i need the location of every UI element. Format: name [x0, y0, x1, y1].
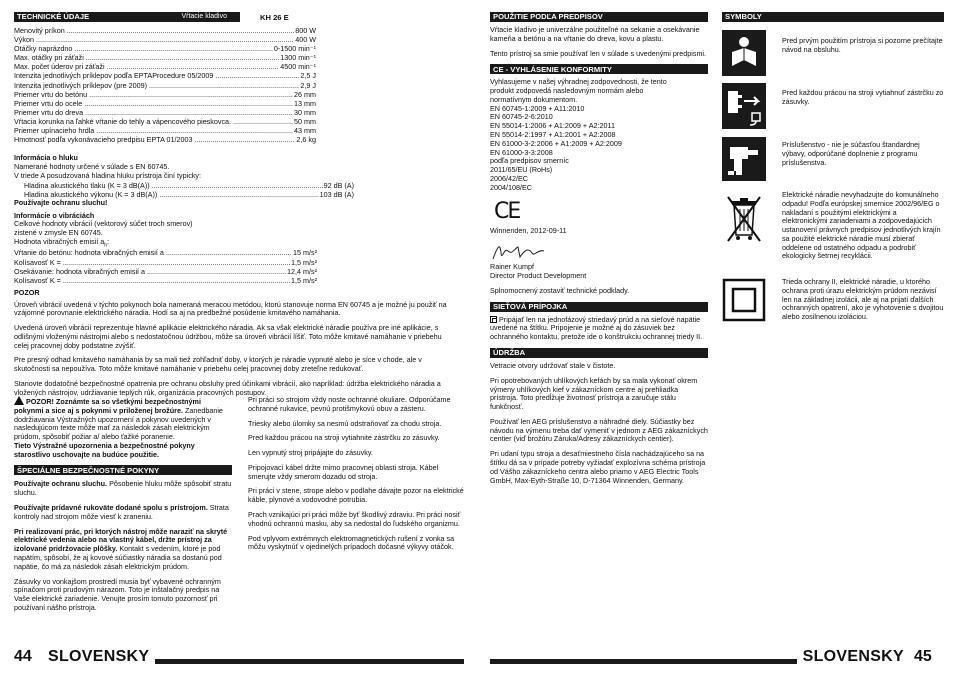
- left-footer-language: SLOVENSKY: [48, 648, 150, 666]
- safety-paragraph: Len vypnutý stroj pripájajte do zásuvky.: [248, 448, 373, 458]
- ce-line: Vyhlasujeme v našej výhradnej zodpovednosti, že tento: [490, 77, 667, 87]
- tech-data-subtitle: Vŕtacie kladivo: [181, 12, 227, 20]
- tech-data-table: [14, 26, 316, 144]
- ce-line: produkt zodpovedá nasledovným normám alebo: [490, 86, 644, 96]
- noise-section: [14, 154, 354, 207]
- pozor-p1: Úroveň vibrácií uvedená v týchto pokynoch bola nameraná meracou metódou, ktorú stanovuje norma EN 60745 a je možné ju použiť na vzájomné porovnanie elektrického náradia. Hodí sa aj na predbežné posúdenie kmitavého namáhania.: [14, 299, 447, 318]
- weee-bin-icon: [722, 191, 766, 248]
- tech-row-value: 50 mm: [294, 116, 316, 126]
- maintenance-paras: [490, 362, 708, 485]
- tech-row-value: 13 mm: [294, 98, 316, 108]
- tech-row: [14, 90, 316, 99]
- ce-place-date: Winnenden, 2012-09-11: [490, 225, 567, 235]
- tech-row: [14, 81, 316, 90]
- warning-triangle-icon: [14, 396, 24, 405]
- tech-row-value: 26 mm: [294, 89, 316, 99]
- tech-row: [14, 135, 316, 144]
- tech-row-label: Priemer vrtu do betónu .....: [14, 90, 293, 99]
- tech-row: [14, 35, 316, 44]
- ce-title: CE - VYHLÁSENIE KONFORMITY: [493, 64, 612, 74]
- tech-row: [14, 71, 316, 80]
- maintenance-header: [490, 348, 708, 358]
- ce-header: [490, 64, 708, 74]
- vib-line-1: Celkové hodnoty vibrácií (vektorový súčet troch smerov): [14, 219, 193, 229]
- tech-row-value: 4500 min⁻¹: [280, 62, 316, 72]
- pozor-section: [14, 289, 454, 398]
- tech-row: [14, 62, 316, 71]
- vib-row-label: Osekávanie: hodnota vibračných emisií a .....: [14, 267, 286, 276]
- vib-row-label: Kolísavosť K = .....: [14, 258, 290, 267]
- safety-paragraph: Pred každou prácou na stroji vytiahnite zástrčku zo zásuvky.: [248, 433, 440, 443]
- ce-mark-icon: CE: [494, 198, 520, 224]
- accessory-icon: [722, 137, 766, 184]
- tech-row-label: Priemer vrtu do dreva .....: [14, 108, 293, 117]
- special-p4: Zásuvky vo vonkajšom prostredí musia byť vybavené ochranným spínačom proti prudovým nárazom. Toto je inštalačný predpis na Vaše elektrické zariadenie. Venujte prosím tomuto pozornosť pri používaní nášho prístroja.: [14, 576, 221, 612]
- tech-row-label: Menovitý príkon .....: [14, 26, 294, 35]
- tech-row-value: 2,9 J: [300, 80, 316, 90]
- ce-line: EN 55014-2:1997 + A1:2001 + A2:2008: [490, 130, 616, 140]
- pozor-title: POZOR: [14, 287, 40, 297]
- symbol-text-5: Trieda ochrany II, elektrické náradie, u ktorého ochrana proti úrazu elektrickým prúdom nezávisí len na základnej izolácii, ale aj na prijatí ďalších ochranných opatrení, ako je vyhotovenie s dvojitou alebo zosilnenou izoláciou.: [782, 277, 944, 322]
- right-footer-bar: [490, 659, 797, 664]
- safety-paragraph: Prach vznikajúci pri práci môže byť škodlivý zdraviu. Pri práci nosiť vhodnú ochrannú masku, aby sa nedostal do ľudského organizmu.: [248, 510, 461, 528]
- noise-use: Používajte ochranu sluchu!: [14, 197, 108, 207]
- noise-row-label: Hladina akustického tlaku (K = 3 dB(A)) .....: [24, 181, 323, 190]
- vib-title: Informácie o vibráciách: [14, 210, 95, 220]
- ce-line: EN 60745-1:2009 + A11:2010: [490, 103, 585, 113]
- vib-line-3: Hodnota vibračných emisií $a_h$:: [14, 236, 110, 249]
- tech-row-label: Intenzita jednotlivých príklepov podľa EPTAProcedure 05/2009 .....: [14, 71, 299, 80]
- special-p1: Používajte ochranu sluchu. Pôsobenie hluku môže spôsobiť stratu sluchu.: [14, 479, 232, 498]
- symbols-title: SYMBOLY: [725, 12, 762, 22]
- vibration-section: [14, 212, 317, 285]
- tech-row-label: Výkon .....: [14, 35, 294, 44]
- warning-block: [14, 396, 232, 459]
- socket-header: [490, 302, 708, 312]
- tech-row-value: 400 W: [295, 35, 316, 45]
- warning-rest: Zanedbanie dodržiavania Výstražných upozornení a pokynov uvedených v nasledujúcom texte môže mať za následok zásah elektrickým prúdom, spôsobiť požiar a/ alebo ťažké poranenie.: [14, 405, 223, 442]
- tech-row-label: Max. počet úderov pri záťaži .....: [14, 62, 279, 71]
- tech-row: [14, 44, 316, 53]
- special-safety-title: ŠPECIÁLNE BEZPEČNOSTNÉ POKYNY: [17, 465, 160, 475]
- tech-row-value: 800 W: [295, 26, 316, 35]
- ce-line: podľa predpisov smerníc: [490, 156, 569, 166]
- right-column-1: [490, 12, 708, 491]
- noise-row: [24, 181, 354, 190]
- symbols-column: [722, 12, 944, 22]
- tech-row-label: Priemer vrtu do ocele .....: [14, 99, 293, 108]
- ce-line: EN 61000-3-3:2008: [490, 147, 553, 157]
- vib-row-value: 15 m/s²: [293, 248, 317, 258]
- usage-p1: Vŕtacie kladivo je univerzálne použiteľné na sekanie a osekávanie kameňa a betónu a na vŕtanie do dreva, kovu a plastu.: [490, 25, 700, 43]
- noise-table: [14, 181, 354, 199]
- usage-header: [490, 12, 708, 22]
- safety-paragraph: Triesky alebo úlomky sa nesmú odstraňovať za chodu stroja.: [248, 418, 442, 428]
- vib-row-value: 1,5 m/s²: [291, 275, 317, 285]
- right-footer: [490, 648, 940, 666]
- maintenance-paragraph: Používať len AEG príslušenstvo a náhradné diely. Súčiastky bez návodu na výmenu treba dať vymeniť v jednom z AEG zákazníckych centier (viď brožúru Záruka/Adresy zákazníckych centier).: [490, 416, 708, 444]
- symbols-header: [722, 12, 944, 22]
- ce-line: normatívnym dokumentom.: [490, 94, 578, 104]
- symbol-text-4: Elektrické náradie nevyhadzujte do komunálneho odpadu! Podľa európskej smernice 2002/96/EG o nakladaní s použitými elektrickými a elektronickými zariadeniami a zodpovedajúcich ustanovení právnych predpisov jednotlivých krajín sa použité elektrické náradie musí zbierať oddelene od ostatného odpadu a podrobiť ekologicky šetrnej recyklácii.: [782, 190, 941, 261]
- unplug-icon: [722, 83, 766, 132]
- ce-lines: [490, 78, 708, 192]
- ce-line: 2004/108/EC: [490, 182, 532, 192]
- tech-row-value: 1300 min⁻¹: [280, 53, 316, 63]
- left-column-1: [14, 12, 447, 404]
- ce-name: Rainer Kumpf: [490, 262, 534, 272]
- pozor-p2: Uvedená úroveň vibrácií reprezentuje hlavné aplikácie elektrického náradia. Ak sa však elektrické náradie používa pre iné aplikácie, s odlišnými vloženými nástrojmi alebo s nedostatočnou údržbou, môže sa úroveň vibrácií líšiť. Toto môže kmitavé namáhanie v priebehu celej pracovnej doby podstatne zvýšiť.: [14, 323, 442, 350]
- left-page-number: 44: [14, 648, 32, 666]
- left-lower-column-a: [14, 396, 232, 619]
- tech-row: [14, 26, 316, 35]
- ce-authorized: Splnomocnený zostaviť technické podklady.: [490, 285, 630, 295]
- safety-paragraph: Pri práci so strojom vždy noste ochranné okuliare. Odporúčame ochranné rukavice, pevnú protišmykovú obuv a zásteru.: [248, 395, 451, 413]
- vib-row: [14, 267, 317, 276]
- maintenance-title: ÚDRŽBA: [493, 348, 526, 358]
- left-footer: [14, 648, 464, 666]
- tech-row-label: Max. otáčky pri záťaži .....: [14, 53, 279, 62]
- maintenance-paragraph: Pri opotrebovaných uhlíkových kefách by sa mala vykonať okrem výmeny uhlíkových kief v zákazníckom centre aj prehliadka prístroja. Toto predĺžuje životnosť prístroja a zaručuje stálu funkčnosť.: [490, 375, 698, 412]
- vib-row: [14, 258, 317, 267]
- class-ii-small-icon: [490, 316, 497, 323]
- maintenance-paragraph: Pri udaní typu stroja a desaťmiestneho čísla nachádzajúceho sa na štítku dá sa v prípade potreby vyžiadať explozívna schéma prístroja od Vášho zákazníckeho centra alebo priamo v AEG Electric Tools GmbH, Max-Eyth-Straße 10, D-71364 Winnenden, Germany.: [490, 449, 706, 485]
- special-safety-header: [14, 465, 232, 475]
- vib-row-value: 12,4 m/s²: [287, 266, 317, 276]
- tech-row-label: Otáčky naprázdno .....: [14, 44, 273, 53]
- socket-text: Pripájať len na jednofázový striedavý prúd a na sieťové napätie uvedené na štítku. Pripojenie je možné aj do zásuviek bez ochranného kontaktu, pretože ide o konštrukciu ochrannej triedy II.: [490, 314, 703, 342]
- vib-row-value: 1,5 m/s²: [291, 257, 317, 267]
- model-code: KH 26 E: [260, 13, 289, 22]
- warning-keep: Tieto Výstražné upozornenia a bezpečnostné pokyny starostlivo uschovajte na budúce použitie.: [14, 440, 195, 459]
- vib-row: [14, 248, 317, 257]
- special-p2: Používajte prídavné rukoväte dodané spolu s prístrojom. Strata kontroly nad strojom môže viesť k zraneniu.: [14, 503, 229, 521]
- tech-row-label: Priemer upínacieho hrdla .....: [14, 126, 293, 135]
- tech-data-title: TECHNICKÉ ÚDAJE: [17, 12, 90, 22]
- ce-line: EN 60745-2-6:2010: [490, 112, 553, 122]
- special-p3: Pri realizovaní prác, pri ktorých nástroj môže naraziť na skryté elektrické vedenia alebo na vlastný kábel, držte prístroj za izolované pridržovacie plôšky. Kontakt s vedením, ktoré je pod napätím, spôsobí, že aj kovové súčiastky náradia sa dostanú pod napätie, čo má za následok zásah elektrickým prúdom.: [14, 526, 228, 571]
- vib-row-label: Kolísavosť K = .....: [14, 276, 290, 285]
- noise-line-1: Namerané hodnoty určené v súlade s EN 60745.: [14, 162, 170, 171]
- ce-line: 2006/42/EC: [490, 173, 528, 183]
- ce-line: 2011/65/EU (RoHs): [490, 165, 553, 175]
- tech-row: [14, 108, 316, 117]
- vib-row: [14, 276, 317, 285]
- tech-row-value: 0-1500 min⁻¹: [273, 44, 316, 54]
- vib-table: [14, 248, 317, 284]
- vib-line-2: zistené v zmysle EN 60745.: [14, 228, 103, 238]
- usage-p2: Tento prístroj sa smie používať len v súlade s uvedenými predpismi.: [490, 48, 707, 58]
- noise-line-2: V triede A posudzovaná hladina hluku prístroja činí typicky:: [14, 170, 201, 180]
- tech-row-value: 2,5 J: [300, 71, 316, 81]
- safety-paragraph: Pod vplyvom extrémnych elektromagnetických rušení z vonka sa môžu vyskytnúť v ojedinelých prípadoch dočasné výkyvy otáčok.: [248, 533, 455, 552]
- pozor-p4: Stanovte dodatočné bezpečnostné opatrenia pre ochranu obsluhy pred účinkami vibrácií, ako napríklad: údržba elektrického náradia a vložených nástrojov, udržiavanie teplých rúk, organizácia pracovných postupov.: [14, 379, 441, 397]
- tech-data-header: [14, 12, 240, 22]
- pozor-p3: Pre presný odhad kmitavého namáhania by sa mali tiež zohľadniť doby, v ktorých je náradie vypnuté alebo je síce v chode, ale v skutočnosti sa nepoužíva. Toto môže kmitavé namáhanie v priebehu celej pracovnej doby zreteľne redukovať.: [14, 355, 422, 374]
- safety-paragraph: Pripojovací kábel držte mimo pracovnej oblasti stroja. Kábel smerujte vždy smerom dozadu od stroja.: [248, 462, 439, 481]
- tech-row-value: 2,6 kg: [296, 135, 316, 145]
- tech-row-label: Vŕtacia korunka na ľahké vŕtanie do tehly a vápencového pieskovca. .....: [14, 117, 293, 126]
- signature-icon: [490, 241, 708, 263]
- read-manual-icon: [722, 30, 766, 79]
- right-page-number: 45: [914, 648, 932, 666]
- left-lower-column-b: [248, 396, 466, 558]
- symbol-text-3: Príslušenstvo - nie je súčasťou štandardnej výbavy, odporúčané doplnenie z programu príslušenstva.: [782, 140, 920, 167]
- tech-row-value: 30 mm: [294, 107, 316, 117]
- symbol-text-2: Pred každou prácou na stroji vytiahnuť zástrčku zo zásuvky.: [782, 88, 944, 106]
- left-footer-bar: [155, 659, 464, 664]
- ce-line: EN 61000-3-2:2006 + A1:2009 + A2:2009: [490, 138, 622, 148]
- right-footer-language: SLOVENSKY: [802, 648, 904, 666]
- tech-row: [14, 126, 316, 135]
- noise-row-value: 103 dB (A): [319, 189, 354, 199]
- ce-role: Director Product Development: [490, 271, 587, 281]
- noise-row-value: 92 dB (A): [323, 180, 354, 190]
- vib-row-label: Vŕtanie do betónu: hodnota vibračných emisií a .....: [14, 248, 292, 257]
- tech-row-label: Hmotnosť podľa vykonávacieho predpisu EPTA 01/2003 .....: [14, 135, 295, 144]
- noise-row-label: Hladina akustického výkonu (K = 3 dB(A)) .....: [24, 190, 319, 199]
- tech-row-label: Intenzita jednotlivých príklepov (pre 2009) .....: [14, 81, 299, 90]
- class-ii-icon: [722, 278, 766, 325]
- noise-title: Informácia o hluku: [14, 153, 78, 163]
- usage-title: POUŽITIE PODĽA PREDPISOV: [493, 12, 603, 22]
- tech-row: [14, 99, 316, 108]
- ce-line: EN 55014-1:2006 + A1:2009 + A2:2011: [490, 121, 615, 131]
- tech-row: [14, 117, 316, 126]
- tech-row: [14, 53, 316, 62]
- safety-paragraph: Pri práci v stene, strope alebo v podlahe dávajte pozor na elektrické káble, plynové a vodovodné potrubia.: [248, 486, 464, 505]
- symbol-text-1: Pred prvým použitím prístroja si pozorne prečítajte návod na obsluhu.: [782, 36, 943, 54]
- tech-row-value: 43 mm: [294, 126, 316, 136]
- maintenance-paragraph: Vetracie otvory udržovať stale v čistote.: [490, 360, 616, 370]
- warning-bold: POZOR! Zoznámte sa so všetkými bezpečnostnými pokynmi a sice aj s pokynmi v priloženej brožúre.: [14, 397, 201, 415]
- socket-title: SIEŤOVÁ PRÍPOJKA: [493, 302, 568, 311]
